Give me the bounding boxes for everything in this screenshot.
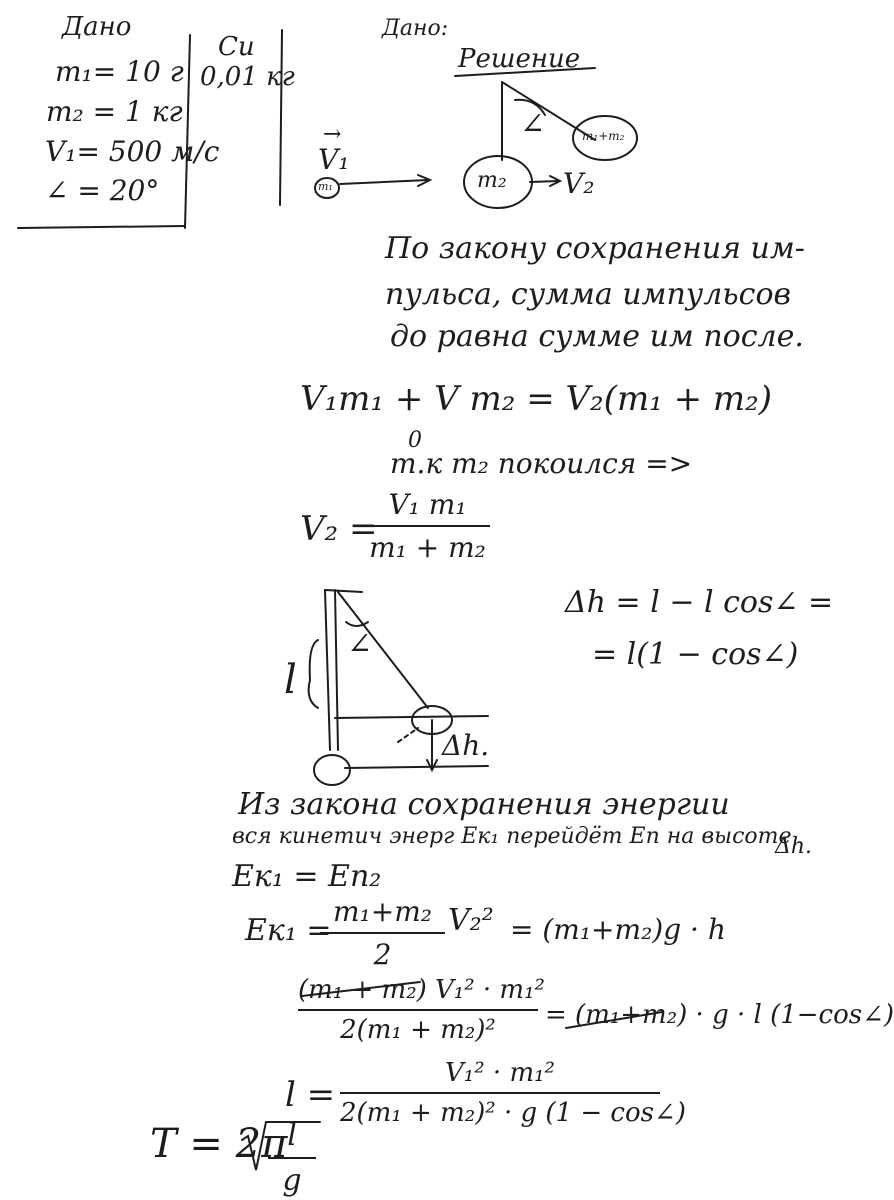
- combined-mass-label: m₁+m₂: [582, 129, 625, 143]
- l-formula-lhs: l =: [285, 1075, 336, 1115]
- substitution-numerator: (m₁ + m₂) V₁² · m₁²: [298, 975, 545, 1005]
- substitution-denominator: 2(m₁ + m₂)²: [340, 1015, 496, 1045]
- momentum-text-line1: По закону сохранения им-: [385, 231, 805, 266]
- si-m1: 0,01 кг: [200, 62, 295, 92]
- v2-formula-lhs: V₂ =: [300, 509, 378, 549]
- period-fraction: [268, 1118, 316, 1198]
- substitution-rhs: = (m₁+m₂) · g · l (1−cos∠): [545, 1000, 894, 1030]
- period-numerator: l: [287, 1118, 297, 1153]
- diagram-dano-label: Дано:: [382, 16, 449, 41]
- v2-formula-bar: [365, 525, 490, 527]
- v1-vector-arrow: →: [323, 122, 342, 147]
- pendulum2-rod-left: [325, 590, 330, 750]
- length-l-label: l: [284, 657, 297, 703]
- l-formula-bar: [340, 1092, 660, 1094]
- v2-formula-denominator: m₁ + m₂: [369, 531, 486, 564]
- momentum-text-line3: до равна сумме им после.: [390, 319, 804, 354]
- substitution-bar: [298, 1009, 538, 1011]
- given-underline: [18, 226, 185, 228]
- given-m2: m₂ = 1 кг: [46, 95, 183, 128]
- v2-arrow: [530, 181, 558, 182]
- si-title: Си: [218, 32, 255, 62]
- height-line-top: [335, 716, 488, 718]
- l-formula-fraction: [340, 1058, 686, 1128]
- bullet-label: m₁: [318, 180, 333, 193]
- ek1-v2-squared: V₂²: [448, 903, 494, 938]
- si-divider: [280, 30, 282, 205]
- l-formula-numerator: V₁² · m₁²: [445, 1058, 555, 1088]
- dh-equation-line2: = l(1 − cos∠): [592, 637, 799, 672]
- momentum-note: т.к m₂ покоился =>: [390, 447, 693, 480]
- v2-formula-numerator: V₁ m₁: [388, 488, 467, 521]
- given-alpha: ∠ = 20°: [45, 174, 160, 207]
- ek1-numerator: m₁+m₂: [332, 895, 432, 928]
- pendulum2-low-bob: [314, 755, 350, 785]
- given-divider: [185, 35, 190, 228]
- given-m1: m₁= 10 г: [55, 55, 184, 88]
- v1-label: V₁: [318, 143, 350, 176]
- dh-equation-line1: Δh = l − l cos∠ =: [565, 585, 834, 620]
- ek1-rhs: = (m₁+m₂)g · h: [510, 913, 726, 946]
- substitution-fraction: [298, 975, 545, 1045]
- ek1-denominator: 2: [373, 938, 392, 971]
- l-formula-denominator: 2(m₁ + m₂)² · g (1 − cos∠): [340, 1098, 686, 1128]
- pendulum2-rod-right: [335, 590, 338, 750]
- energy-equality: Ек₁ = Еп₂: [232, 859, 382, 894]
- block-m2-label: m₂: [477, 168, 507, 193]
- period-bar: [268, 1157, 316, 1159]
- energy-text-line2: вся кинетич энерг Ек₁ перейдёт Еп на высоте: [232, 824, 792, 849]
- energy-text-line1: Из закона сохранения энергии: [238, 787, 730, 822]
- bullet-velocity-arrow: [340, 180, 428, 184]
- diagram2-alpha: ∠: [347, 627, 373, 662]
- diagram1-alpha: ∠: [520, 107, 546, 142]
- period-denominator: g: [282, 1163, 302, 1198]
- dh-label: Δh.: [442, 729, 490, 762]
- given-title: Дано: [62, 12, 132, 42]
- height-line-bottom: [345, 766, 488, 768]
- period-formula-lhs: T = 2π: [150, 1121, 288, 1167]
- ek1-bar: [320, 932, 445, 934]
- ek1-fraction: [320, 895, 445, 971]
- reshenie-label: Решение: [458, 44, 581, 74]
- ek1-lhs: Ек₁ =: [245, 913, 332, 948]
- energy-text-line3: Δh.: [775, 834, 813, 859]
- momentum-zero-mark: 0: [408, 428, 422, 453]
- given-v1: V₁= 500 м/с: [45, 135, 220, 168]
- momentum-equation: V₁m₁ + V m₂ = V₂(m₁ + m₂): [300, 379, 773, 419]
- v2-formula-fraction: [365, 488, 490, 564]
- v2-label: V₂: [563, 167, 595, 200]
- momentum-text-line2: пульса, сумма импульсов: [385, 277, 791, 312]
- trajectory-dash: [398, 728, 418, 742]
- pendulum2-pivot: [325, 590, 362, 592]
- l-brace: [309, 640, 318, 708]
